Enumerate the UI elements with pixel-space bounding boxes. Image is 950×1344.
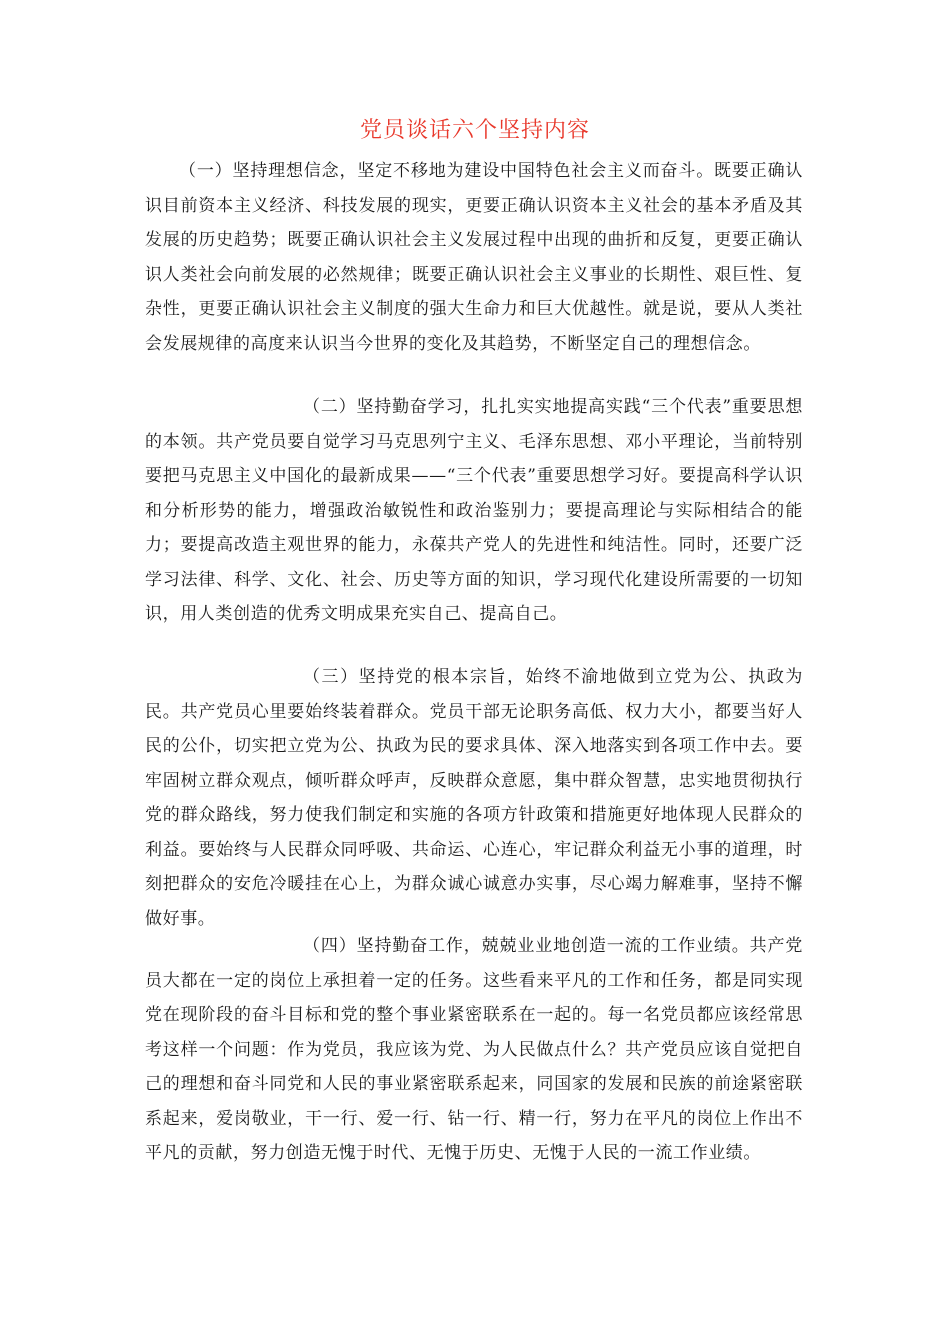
paragraph-2: （二）坚持勤奋学习，扎扎实实地提高实践“三个代表”重要思想的本领。共产党员要自觉学习马克思列宁主义、毛泽东思想、邓小平理论，当前特别要把马克思主义中国化的最新成果——“三个代表”重要思想学习好。要提高科学认识和分析形势的能力，增强政治敏锐性和政治鉴别力；要提高理论与实际相结合的能力；要提高改造主观世界的能力，永葆共产党人的先进性和纯洁性。同时，还要广泛学习法律、科学、文化、社会、历史等方面的知识，学习现代化建设所需要的一切知识，用人类创造的优秀文明成果充实自己、提高自己。	[145, 397, 803, 624]
paragraph-1: （一）坚持理想信念，坚定不移地为建设中国特色社会主义而奋斗。既要正确认识目前资本主义经济、科技发展的现实，更要正确认识资本主义社会的基本矛盾及其发展的历史趋势；既要正确认识社会主义发展过程中出现的曲折和反复，更要正确认识人类社会向前发展的必然规律；既要正确认识社会主义事业的长期性、艰巨性、复杂性，更要正确认识社会主义制度的强大生命力和巨大优越性。就是说，要从人类社会发展规律的高度来认识当今世界的变化及其趋势，不断坚定自己的理想信念。	[145, 161, 803, 354]
paragraph-4: （四）坚持勤奋工作，兢兢业业地创造一流的工作业绩。共产党员大都在一定的岗位上承担着一定的任务。这些看来平凡的工作和任务，都是同实现党在现阶段的奋斗目标和党的整个事业紧密联系在一起的。每一名党员都应该经常思考这样一个问题：作为党员，我应该为党、为人民做点什么？共产党员应该自觉把自己的理想和奋斗同党和人民的事业紧密联系起来，同国家的发展和民族的前途紧密联系起来，爱岗敬业，干一行、爱一行、钻一行、精一行，努力在平凡的岗位上作出不平凡的贡献，努力创造无愧于时代、无愧于历史、无愧于人民的一流工作业绩。	[145, 936, 803, 1163]
paragraph-3: （三）坚持党的根本宗旨，始终不渝地做到立党为公、执政为民。共产党员心里要始终装着群众。党员干部无论职务高低、权力大小，都要当好人民的公仆，切实把立党为公、执政为民的要求具体、深入地落实到各项工作中去。要牢固树立群众观点，倾听群众呼声，反映群众意愿，集中群众智慧，忠实地贯彻执行党的群众路线，努力使我们制定和实施的各项方针政策和措施更好地体现人民群众的利益。要始终与人民群众同呼吸、共命运、心连心，牢记群众利益无小事的道理，时刻把群众的安危冷暖挂在心上，为群众诚心诚意办实事，尽心竭力解难事，坚持不懈做好事。	[145, 667, 803, 929]
page-title: 党员谈话六个坚持内容	[359, 118, 590, 143]
